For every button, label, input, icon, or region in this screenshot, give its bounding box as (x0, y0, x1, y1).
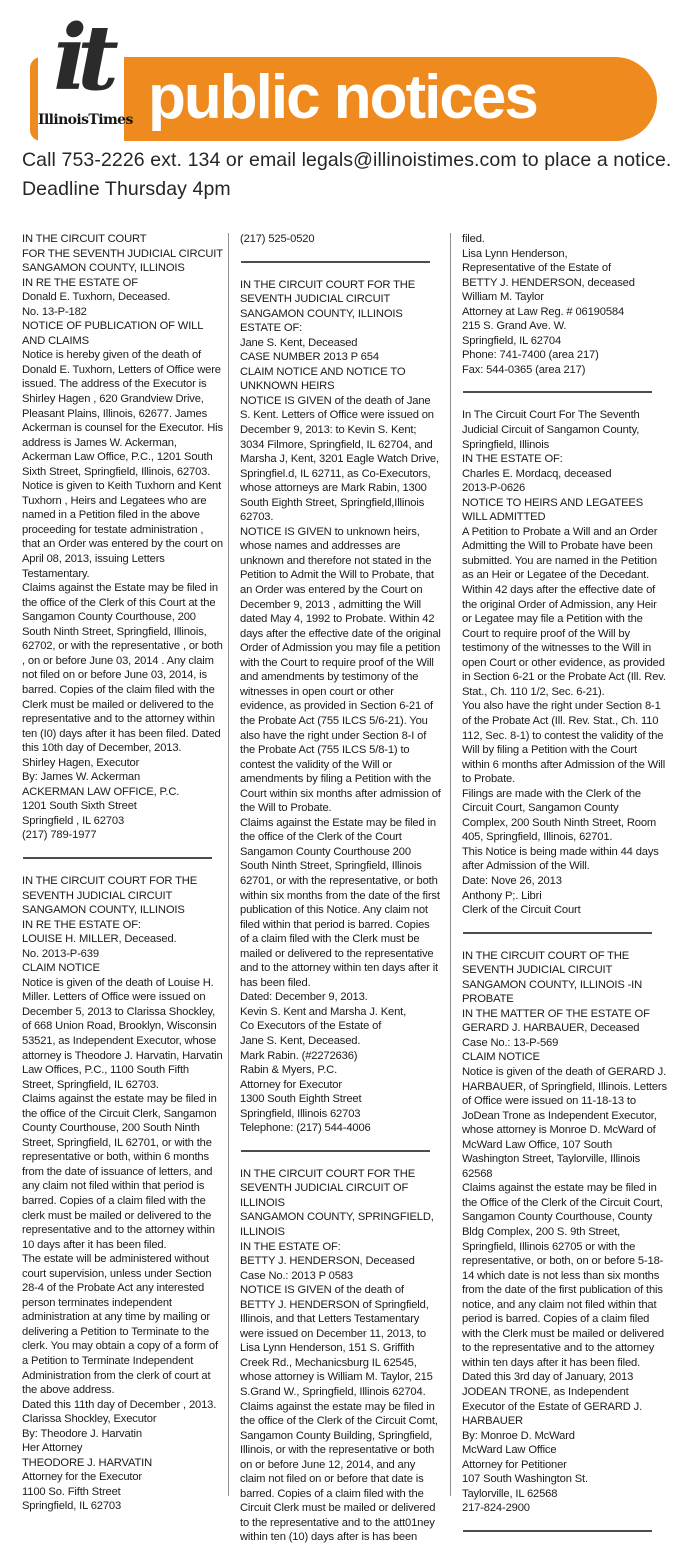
notice-line: 107 South Washington St. (462, 1473, 588, 1486)
notice-line: Springfield , IL 62703 (22, 814, 125, 827)
notice-line: ESTATE OF: (240, 322, 303, 335)
notice-line: IN THE CIRCUIT COURT FOR THE SEVENTH JUDICIAL CIRCUIT (22, 874, 198, 902)
notice-line: CLAIM NOTICE AND NOTICE TO UNKNOWN HEIRS (240, 365, 406, 393)
legal-notice (240, 1167, 441, 1545)
notice-line: 1100 So. Fifth Street (22, 1485, 121, 1498)
notice-line: Claims against the estate may be filed in the office of the Clerk of the Circuit Comt, Sangamon County Building, Springfield, Illinois, or with the representative or both on or before June 12, 2014, and any claim not filed on or before that date is barred. Copies of a claim filed with the Circuit Clerk must be mailed or delivered to the representative and to the att01ney within ten (10) days after is has been (240, 1400, 438, 1544)
notice-line: BETTY J. HENDERSON, deceased (462, 276, 635, 289)
notice-line: Springfield, Illinois 62703 (240, 1107, 361, 1120)
notice-line: Jane S. Kent, Deceased. (240, 1034, 361, 1047)
banner-title: public notices (148, 63, 537, 132)
notice-line: SANGAMON COUNTY, SPRINGFIELD, ILLINOIS (240, 1211, 434, 1238)
notice-separator (463, 391, 652, 393)
notice-line: Notice is given to Keith Tuxhorn and Kent Tuxhorn , Heirs and Legatees who are named in a Petition filed in the above proceeding for testate administration , that an Order was entered by the court on April 08, 2013, issuing Letters Testamentary. (22, 480, 223, 580)
notice-line: IN THE ESTATE OF: (462, 453, 563, 466)
notice-line: Case No.: 2013 P 0583 (240, 1269, 353, 1282)
notice-line: IN THE ESTATE OF: (240, 1240, 341, 1253)
notice-line: CLAIM NOTICE (22, 962, 100, 975)
notice-line: Her Attorney (22, 1442, 83, 1455)
notice-line: Lisa Lynn Henderson, (462, 247, 568, 260)
notice-line: SANGAMON COUNTY, ILLINOIS (22, 904, 185, 917)
notice-line: (217) 789-1977 (22, 829, 97, 842)
notice-separator (463, 932, 652, 934)
notice-line: NOTICE IS GIVEN of the death of Jane S. Kent. Letters of Office were issued on December 9, 2013: to Kevin S. Kent; 3034 Filmore, Springfield, IL 62704, and Marsha J, Kent, 3201 Eagle Watch Drive, Springfiel.d, IL 62711, as Co-Executors, whose attorneys are Mark Rabin, 1300 South Eighth Street, Springfield,Illinois 62703. (240, 394, 439, 524)
notice-line: CLAIM NOTICE (462, 1051, 540, 1064)
notice-line: Jane S. Kent, Deceased (240, 336, 358, 349)
notice-line: Attorney at Law Reg. # 06190584 (462, 305, 625, 318)
notice-line: Springfield, IL 62704 (462, 334, 562, 347)
legal-notice (462, 408, 667, 917)
notice-line: IN THE MATTER OF THE ESTATE OF (462, 1007, 650, 1020)
notice-line: Clarissa Shockley, Executor (22, 1413, 157, 1426)
notice-line: Claims against the estate may be filed in the office of the Circuit Clerk, Sangamon County Courthouse, 200 South Ninth Street, Springfield, IL 62701, or with the representative or both, within 6 months from the date of issuance of letters, and any claim not filed within that period is barred. Copies of a claim filed with the clerk must be mailed or delivered to the representative and to the attorney within 10 days after it has been filed. (22, 1093, 217, 1251)
notice-line: No. 13-P-182 (22, 305, 87, 318)
deadline-line: Deadline Thursday 4pm (22, 177, 231, 200)
notice-separator (241, 261, 430, 263)
illinois-times-logo (38, 5, 133, 142)
notice-line: NOTICE IS GIVEN to unknown heirs, whose names and addresses are unknown and therefore not stated in the Petition to Admit the Will to Probate, that an Order was entered by the Court on December 9, 2013 , admitting the Will dated May 4, 1992 to Probate. Within 42 days after the effective date of the original Order of Admission you may file a petition with the Court to require proof of the Will and amendments by testimony of the witnesses in open court or other evidence, as provided in Section 6-21 of the Probate Act (755 ILCS 5/6-21). You also have the right under Section 8-I of the Probate Act (755 ILCS 5/8-1) to contest the validity of the Will or amendments by filing a Petition with the Court within six months after admission of the Will to Probate. (240, 525, 441, 815)
logo-monogram: it (53, 5, 109, 111)
notice-line: Telephone: (217) 544-4006 (240, 1122, 371, 1135)
notices-column-1 (22, 232, 223, 1514)
legal-notice (462, 232, 667, 377)
notice-line: JODEAN TRONE, as Independent Executor of the Estate of GERARD J. HARBAUER (462, 1386, 643, 1428)
notice-line: Notice is hereby given of the death of Donald E. Tuxhorn, Letters of Office were issued. The address of the Executor is Shirley Hagen , 620 Grandview Drive, Pleasant Plains, Illinois, 62677. James Ackerman is counsel for the Executor. His address is James W. Ackerman, Ackerman Law Office, P.C., 1201 South Sixth Street, Springfield, Illinois, 62703. (22, 349, 223, 478)
notice-line: SANGAMON COUNTY, ILLINOIS (240, 307, 403, 320)
notice-line: Dated: December 9, 2013. (240, 991, 368, 1004)
notice-separator (23, 857, 212, 859)
notice-line: This Notice is being made within 44 days after Admission of the Will. (462, 845, 659, 873)
notice-separator (241, 1150, 430, 1152)
notice-line: You also have the right under Section 8-1 of the Probate Act (Ill. Rev. Stat., Ch. 110 112, Sec. 8-1) to contest the validity of the Will by filing a Petition with the Court within 6 months after Admission of the Will to Probate. (462, 700, 666, 786)
notice-line: McWard Law Office (462, 1444, 557, 1457)
notice-line: Mark Rabin. (#2272636) (240, 1049, 358, 1062)
notice-line: Claims against the estate may be filed in the Office of the Clerk of the Circuit Court, Sangamon County Courthouse, County Bldg Complex, 200 S. 9th Street, Springfield, Illinois 62705 or with the representative, or both, on or before 5-18-14 which date is not less than six months from the date of the first publication of this notice, and any claim not filed within that period is barred. Copies of a claim filed with the Clerk must be mailed or delivered to the representative and to the attorney within ten days after it has been filed. (462, 1182, 665, 1369)
contact-line: Call 753-2226 ext. 134 or email legals@illinoistimes.com to place a notice. (22, 149, 672, 171)
notice-line: Anthony P;. Libri (462, 889, 542, 902)
notice-line: Dated this 11th day of December , 2013. (22, 1398, 217, 1411)
notice-line: NOTICE OF PUBLICATION OF WILL AND CLAIMS (22, 320, 203, 347)
notice-line: IN RE THE ESTATE OF: (22, 918, 141, 931)
notice-line: filed. (462, 233, 485, 245)
notice-line: Shirley Hagen, Executor (22, 756, 140, 769)
notice-line: Notice is given of the death of Louise H. Miller. Letters of Office were issued on December 5, 2013 to Clarissa Shockley, of 668 Union Road, Brooklyn, Wisconsin 53521, as Independent Executor, whose attorney is Theodore J. Harvatin, Harvatin Law Offices, P.C., 1100 South Fifth Street, Springfield, IL 62703. (22, 976, 223, 1091)
notice-line: SANGAMON COUNTY, ILLINOIS (22, 262, 185, 275)
legal-notice (462, 949, 667, 1516)
banner (30, 57, 657, 141)
notice-line: William M. Taylor (462, 291, 544, 304)
notice-line: Attorney for the Executor (22, 1471, 142, 1484)
notice-line: Claims against the Estate may be filed in the office of the Clerk of the Court Sangamon County Courthouse 200 South Ninth Street, Springfield, Illinois 62701, or with the representative, or both within six months from the date of the first publication of this Notice. Any claim not filed within that period is barred. Copies of a claim filed with the Clerk must be mailed or delivered to the representative and to the attorney within ten days after it has been filed. (240, 816, 440, 989)
legal-notice (240, 278, 441, 1136)
notice-line: Taylorville, IL 62568 (462, 1487, 558, 1500)
notice-line: Dated this 3rd day of January, 2013 (462, 1371, 634, 1384)
notice-line: In The Circuit Court For The Seventh Judicial Circuit of Sangamon County, Springfield, Illinois (462, 409, 640, 451)
notice-line: (217) 525-0520 (240, 233, 315, 245)
notice-line: A Petition to Probate a Will and an Order Admitting the Will to Probate have been submitted. You are named in the Petition as an Heir or Legatee of the Decedant. Within 42 days after the effective date of the original Order of Admission, any Heir or Legatee may file a Petition with the Court to require proof of the Will by testimony of the witnesses to the Will in open Court or other evidence, as provided in Section 6-21 or the Probate Act (Ill. Rev. Stat., Ch. 110 1/2, Sec. 6-21). (462, 525, 666, 698)
notice-line: THEODORE J. HARVATIN (22, 1456, 153, 1469)
notice-line: CASE NUMBER 2013 P 654 (240, 351, 379, 364)
notice-line: IN THE CIRCUIT COURT OF THE SEVENTH JUDICIAL CIRCUIT SANGAMON COUNTY, ILLINOIS -IN PROBATE (462, 949, 643, 1006)
notice-line: 1300 South Eighth Street (240, 1093, 362, 1106)
logo-wordmark: IllinoisTimes (38, 112, 133, 128)
notice-line: ACKERMAN LAW OFFICE, P.C. (22, 785, 180, 798)
notice-line: Donald E. Tuxhorn, Deceased. (22, 291, 171, 304)
notice-line: Clerk of the Circuit Court (462, 904, 581, 917)
notice-line: By: Theodore J. Harvatin (22, 1427, 142, 1440)
notice-line: NOTICE TO HEIRS AND LEGATEES WILL ADMITTED (462, 496, 644, 524)
notice-line: Date: Nove 26, 2013 (462, 874, 562, 887)
notice-line: 217-824-2900 (462, 1502, 530, 1515)
notice-line: Notice is given of the death of GERARD J. HARBAUER, of Springfield, Illinois. Letters of Office were issued on 11-18-13 to JoDean Trone as Independent Executor, whose attorney is Monroe D. McWard of McWard Law Office, 107 South Washington Street, Taylorville, Illinois 62568 (462, 1065, 667, 1180)
notices-column-3 (462, 232, 667, 1547)
contact-info (22, 146, 671, 203)
notice-line: Representative of the Estate of (462, 262, 611, 275)
notice-line: No. 2013-P-639 (22, 947, 99, 960)
notice-line: GERARD J. HARBAUER, Deceased (462, 1022, 640, 1035)
notice-line: Kevin S. Kent and Marsha J. Kent, (240, 1005, 407, 1018)
column-divider (450, 233, 451, 1496)
column-divider (228, 233, 229, 1496)
notice-line: FOR THE SEVENTH JUDICIAL CIRCUIT (22, 247, 223, 260)
notice-line: Charles E. Mordacq, deceased (462, 467, 612, 480)
notice-line: 1201 South Sixth Street (22, 800, 137, 813)
notice-line: By: Monroe D. McWard (462, 1429, 575, 1442)
notice-line: Claims against the Estate may be filed in the office of the Clerk of this Court at the Sangamon County Courthouse, 200 South Ninth Street, Springfield, Illinois, 62702, or with the representative , or both , on or before June 03, 2014 . Any claim not filed on or before June 03, 2014, is barred. Copies of the claim filed with the Clerk must be mailed or delivered to the representative and to the attorney within ten (I0) days after it has been filed. Dated this 10th day of December, 2013. (22, 582, 223, 755)
legal-notice (22, 232, 223, 843)
notice-separator (463, 1530, 652, 1532)
notice-line: BETTY J. HENDERSON, Deceased (240, 1255, 415, 1268)
notice-line: Co Executors of the Estate of (240, 1020, 382, 1033)
notice-line: LOUISE H. MILLER, Deceased. (22, 933, 177, 946)
notice-line: Attorney for Executor (240, 1078, 342, 1091)
notice-line: Springfield, IL 62703 (22, 1500, 122, 1513)
notice-line: Filings are made with the Clerk of the Circuit Court, Sangamon County Complex, 200 South Ninth Street, Room 405, Springfield, Illinois, 62701. (462, 787, 657, 844)
notices-column-2 (240, 232, 441, 1545)
notice-line: The estate will be administered without court supervision, unless under Section 28-4 of the Probate Act any interested person terminates independent administration at any time by mailing or delivering a Petition to Terminate to the clerk. You may obtain a copy of a form of a Petition to Terminate Independent Administration from the clerk of court at the above address. (22, 1253, 218, 1397)
notice-line: Case No.: 13-P-569 (462, 1036, 559, 1049)
notice-line: Rabin & Myers, P.C. (240, 1064, 338, 1077)
notice-line: IN THE CIRCUIT COURT (22, 233, 147, 245)
legal-notice (240, 232, 441, 247)
notice-line: IN RE THE ESTATE OF (22, 276, 138, 289)
notice-line: 215 S. Grand Ave. W. (462, 320, 567, 333)
notice-line: NOTICE IS GIVEN of the death of BETTY J. HENDERSON of Springfield, Illinois, and that Letters Testamentary were issued on December 11, 2013, to Lisa Lynn Henderson, 151 S. Griffith Creek Rd., Mechanicsburg IL 62545, whose attorney is William M. Taylor, 215 S.Grand W., Springfield, Illinois 62704. (240, 1284, 433, 1399)
notice-line: By: James W. Ackerman (22, 771, 141, 784)
notice-line: Phone: 741-7400 (area 217) (462, 349, 599, 362)
notice-line: Attorney for Petitioner (462, 1458, 567, 1471)
notice-line: IN THE CIRCUIT COURT FOR THE SEVENTH JUDICIAL CIRCUIT OF ILLINOIS (240, 1167, 416, 1209)
notice-line: 2013-P-0626 (462, 482, 526, 495)
notice-line: IN THE CIRCUIT COURT FOR THE SEVENTH JUDICIAL CIRCUIT (240, 278, 416, 306)
legal-notice (22, 874, 223, 1514)
notice-line: Fax: 544-0365 (area 217) (462, 363, 586, 376)
